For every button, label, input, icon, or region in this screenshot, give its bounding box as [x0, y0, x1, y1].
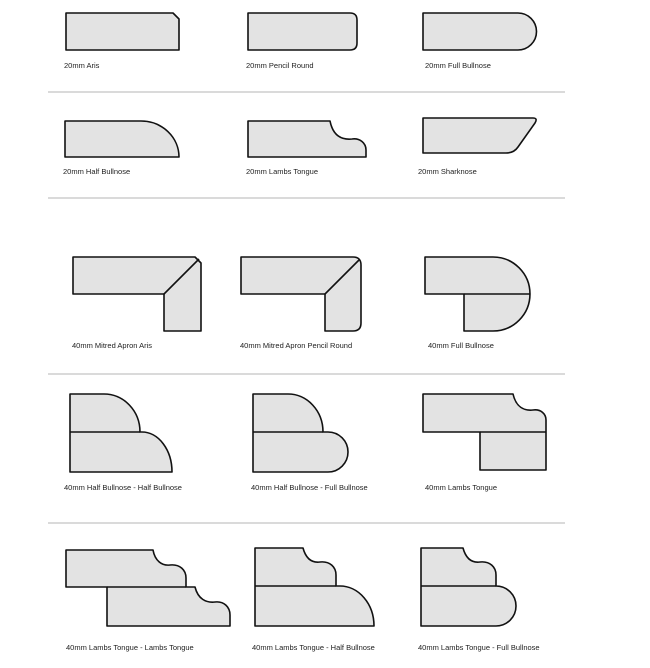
- profile-20mm-aris: [64, 13, 179, 70]
- profile-40mm-half-bullnose-full-bullnose: [251, 394, 368, 492]
- profile-20mm-half-bullnose: [63, 121, 179, 176]
- profile-label: 40mm Lambs Tongue: [425, 483, 497, 492]
- profile-label: 20mm Pencil Round: [246, 61, 314, 70]
- profile-20mm-lambs-tongue: [246, 121, 366, 176]
- profile-label: 20mm Full Bullnose: [425, 61, 491, 70]
- profile-label: 20mm Sharknose: [418, 167, 477, 176]
- profile-40mm-half-bullnose-half-bullnose: [64, 394, 182, 492]
- profile-40mm-mitred-apron-pencil-round: [240, 257, 361, 350]
- profile-40mm-full-bullnose: [425, 257, 530, 350]
- profile-20mm-pencil-round: [246, 13, 357, 70]
- profile-40mm-lambs-tongue-half-bullnose: [252, 548, 375, 652]
- profile-label: 40mm Mitred Apron Pencil Round: [240, 341, 353, 350]
- profile-label: 40mm Half Bullnose - Full Bullnose: [251, 483, 368, 492]
- profile-label: 40mm Mitred Apron Aris: [72, 341, 153, 350]
- profile-label: 40mm Lambs Tongue - Full Bullnose: [418, 643, 540, 652]
- profile-20mm-full-bullnose: [423, 13, 537, 70]
- profile-label: 20mm Lambs Tongue: [246, 167, 318, 176]
- profile-40mm-mitred-apron-aris: [72, 257, 201, 350]
- profile-label: 40mm Lambs Tongue - Half Bullnose: [252, 643, 375, 652]
- profile-40mm-lambs-tongue-full-bullnose: [418, 548, 540, 652]
- profile-label: 40mm Half Bullnose - Half Bullnose: [64, 483, 182, 492]
- profile-label: 40mm Full Bullnose: [428, 341, 494, 350]
- profile-label: 20mm Aris: [64, 61, 100, 70]
- profile-20mm-sharknose: [418, 118, 536, 176]
- profile-40mm-lambs-tongue: [423, 394, 546, 492]
- profile-label: 20mm Half Bullnose: [63, 167, 131, 176]
- profile-label: 40mm Lambs Tongue - Lambs Tongue: [66, 643, 194, 652]
- profile-40mm-lambs-tongue-lambs-tongue: [66, 550, 230, 652]
